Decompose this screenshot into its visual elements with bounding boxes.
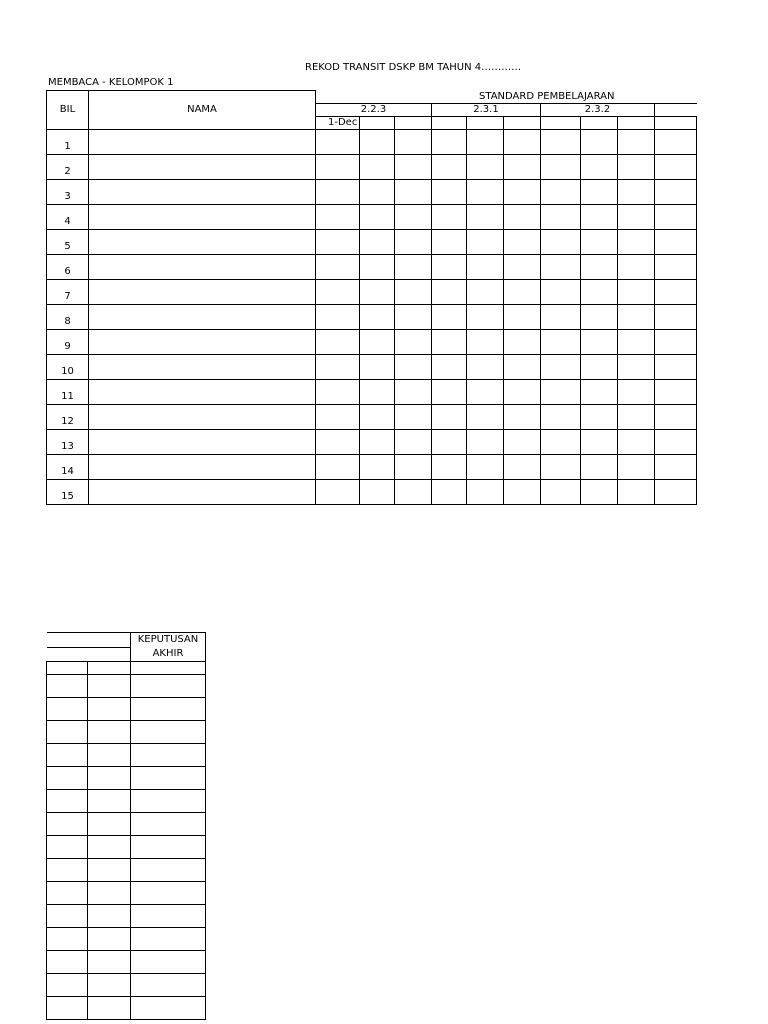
table-row [47, 379, 697, 404]
summary-row [47, 836, 206, 859]
score-cell[interactable] [432, 404, 467, 429]
score-cell[interactable] [467, 179, 504, 204]
score-cell[interactable] [581, 404, 618, 429]
row-number: 15 [47, 479, 89, 504]
score-cell[interactable] [432, 204, 467, 229]
summary-cell[interactable] [47, 859, 88, 882]
student-name-cell[interactable] [89, 229, 316, 254]
score-cell[interactable] [655, 454, 697, 479]
student-name-cell[interactable] [89, 429, 316, 454]
row-number: 14 [47, 454, 89, 479]
score-cell[interactable] [541, 329, 581, 354]
summary-cell[interactable] [88, 721, 131, 744]
score-cell[interactable] [432, 154, 467, 179]
score-cell[interactable] [467, 254, 504, 279]
score-cell[interactable] [541, 404, 581, 429]
summary-cell[interactable] [88, 882, 131, 905]
summary-cell[interactable] [47, 836, 88, 859]
score-cell[interactable] [581, 129, 618, 154]
score-cell[interactable] [316, 479, 360, 504]
student-name-cell[interactable] [89, 154, 316, 179]
score-cell[interactable] [541, 454, 581, 479]
score-cell[interactable] [504, 329, 541, 354]
score-cell[interactable] [316, 354, 360, 379]
score-cell[interactable] [360, 329, 395, 354]
summary-cell[interactable] [88, 698, 131, 721]
score-cell[interactable] [504, 304, 541, 329]
score-cell[interactable] [541, 304, 581, 329]
standard-2-3-1: 2.3.1 [432, 103, 541, 116]
score-cell[interactable] [655, 254, 697, 279]
summary-cell[interactable] [88, 951, 131, 974]
summary-row [47, 951, 206, 974]
table-row [47, 129, 697, 154]
standard-blank [655, 103, 697, 116]
summary-row [47, 721, 206, 744]
score-cell[interactable] [504, 179, 541, 204]
score-cell[interactable] [360, 154, 395, 179]
summary-cell[interactable] [88, 675, 131, 698]
student-name-cell[interactable] [89, 354, 316, 379]
score-cell[interactable] [395, 404, 432, 429]
score-cell[interactable] [655, 429, 697, 454]
student-name-cell[interactable] [89, 329, 316, 354]
summary-cell[interactable] [88, 836, 131, 859]
score-cell[interactable] [360, 429, 395, 454]
score-cell[interactable] [316, 454, 360, 479]
score-cell[interactable] [504, 129, 541, 154]
score-cell[interactable] [618, 154, 655, 179]
transit-record-table [46, 90, 697, 505]
table-row [47, 329, 697, 354]
summary-cell[interactable] [88, 767, 131, 790]
summary-row [47, 813, 206, 836]
score-cell[interactable] [360, 279, 395, 304]
score-cell[interactable] [618, 179, 655, 204]
row-number: 1 [47, 129, 89, 154]
keputusan-cell[interactable] [131, 698, 206, 721]
score-cell[interactable] [618, 429, 655, 454]
table-row [47, 204, 697, 229]
row-number: 13 [47, 429, 89, 454]
score-cell[interactable] [541, 429, 581, 454]
row-number: 3 [47, 179, 89, 204]
summary-cell[interactable] [47, 905, 88, 928]
score-cell[interactable] [504, 154, 541, 179]
score-cell[interactable] [541, 229, 581, 254]
summary-cell[interactable] [88, 974, 131, 997]
table-row [47, 179, 697, 204]
keputusan-cell[interactable] [131, 928, 206, 951]
summary-row [47, 859, 206, 882]
score-cell[interactable] [395, 429, 432, 454]
score-cell[interactable] [360, 229, 395, 254]
summary-sub-cell [88, 662, 131, 675]
score-cell[interactable] [541, 204, 581, 229]
row-number: 8 [47, 304, 89, 329]
table-row [47, 279, 697, 304]
score-cell[interactable] [541, 354, 581, 379]
keputusan-cell[interactable] [131, 882, 206, 905]
score-cell[interactable] [316, 154, 360, 179]
keputusan-cell[interactable] [131, 905, 206, 928]
score-cell[interactable] [432, 304, 467, 329]
score-cell[interactable] [467, 229, 504, 254]
keputusan-cell[interactable] [131, 813, 206, 836]
score-cell[interactable] [360, 179, 395, 204]
row-number: 6 [47, 254, 89, 279]
score-cell[interactable] [655, 304, 697, 329]
summary-row [47, 882, 206, 905]
row-number: 4 [47, 204, 89, 229]
score-cell[interactable] [395, 154, 432, 179]
score-cell[interactable] [395, 479, 432, 504]
date-cell [581, 116, 618, 129]
score-cell[interactable] [316, 204, 360, 229]
score-cell[interactable] [432, 179, 467, 204]
score-cell[interactable] [618, 279, 655, 304]
summary-cell[interactable] [47, 744, 88, 767]
keputusan-akhir-header: KEPUTUSAN AKHIR [131, 633, 206, 662]
summary-cell[interactable] [88, 928, 131, 951]
score-cell[interactable] [432, 454, 467, 479]
summary-cell[interactable] [47, 951, 88, 974]
score-cell[interactable] [316, 304, 360, 329]
score-cell[interactable] [395, 204, 432, 229]
student-name-cell[interactable] [89, 304, 316, 329]
score-cell[interactable] [360, 129, 395, 154]
score-cell[interactable] [655, 329, 697, 354]
score-cell[interactable] [360, 354, 395, 379]
keputusan-cell[interactable] [131, 974, 206, 997]
standard-2-3-2: 2.3.2 [541, 103, 655, 116]
date-cell [432, 116, 467, 129]
score-cell[interactable] [541, 279, 581, 304]
row-number: 12 [47, 404, 89, 429]
score-cell[interactable] [655, 479, 697, 504]
date-cell [655, 116, 697, 129]
score-cell[interactable] [316, 229, 360, 254]
score-cell[interactable] [360, 204, 395, 229]
page-subtitle: MEMBACA - KELOMPOK 1 [48, 77, 174, 88]
score-cell[interactable] [541, 254, 581, 279]
keputusan-cell[interactable] [131, 951, 206, 974]
summary-cell[interactable] [88, 905, 131, 928]
score-cell[interactable] [467, 479, 504, 504]
score-cell[interactable] [432, 429, 467, 454]
student-name-cell[interactable] [89, 454, 316, 479]
student-name-cell[interactable] [89, 179, 316, 204]
score-cell[interactable] [581, 179, 618, 204]
summary-sub-cell [131, 662, 206, 675]
score-cell[interactable] [467, 279, 504, 304]
score-cell[interactable] [541, 154, 581, 179]
score-cell[interactable] [432, 479, 467, 504]
summary-row [47, 744, 206, 767]
summary-cell[interactable] [47, 790, 88, 813]
date-cell [504, 116, 541, 129]
keputusan-cell[interactable] [131, 744, 206, 767]
score-cell[interactable] [655, 279, 697, 304]
summary-row [47, 997, 206, 1020]
summary-row [47, 767, 206, 790]
score-cell[interactable] [360, 479, 395, 504]
score-cell[interactable] [395, 304, 432, 329]
summary-cell[interactable] [88, 997, 131, 1020]
score-cell[interactable] [504, 204, 541, 229]
score-cell[interactable] [316, 129, 360, 154]
score-cell[interactable] [467, 354, 504, 379]
student-name-cell[interactable] [89, 379, 316, 404]
score-cell[interactable] [618, 229, 655, 254]
date-cell [618, 116, 655, 129]
row-number: 9 [47, 329, 89, 354]
score-cell[interactable] [467, 129, 504, 154]
student-name-cell[interactable] [89, 254, 316, 279]
standard-header: STANDARD PEMBELAJARAN [316, 91, 697, 104]
score-cell[interactable] [541, 379, 581, 404]
score-cell[interactable] [316, 254, 360, 279]
summary-cell[interactable] [47, 675, 88, 698]
date-cell [395, 116, 432, 129]
score-cell[interactable] [504, 429, 541, 454]
summary-table [46, 632, 206, 1020]
keputusan-cell[interactable] [131, 675, 206, 698]
score-cell[interactable] [467, 154, 504, 179]
score-cell[interactable] [432, 379, 467, 404]
score-cell[interactable] [581, 304, 618, 329]
summary-cell[interactable] [47, 721, 88, 744]
score-cell[interactable] [655, 404, 697, 429]
summary-cell[interactable] [47, 813, 88, 836]
student-name-cell[interactable] [89, 129, 316, 154]
summary-row [47, 974, 206, 997]
table-row [47, 479, 697, 504]
bil-header: BIL [47, 91, 89, 130]
score-cell[interactable] [655, 354, 697, 379]
score-cell[interactable] [432, 354, 467, 379]
score-cell[interactable] [655, 154, 697, 179]
score-cell[interactable] [432, 129, 467, 154]
summary-row [47, 675, 206, 698]
summary-row [47, 928, 206, 951]
score-cell[interactable] [432, 279, 467, 304]
score-cell[interactable] [395, 354, 432, 379]
score-cell[interactable] [316, 329, 360, 354]
summary-row [47, 790, 206, 813]
score-cell[interactable] [360, 379, 395, 404]
row-number: 2 [47, 154, 89, 179]
score-cell[interactable] [360, 454, 395, 479]
table-row [47, 454, 697, 479]
score-cell[interactable] [316, 429, 360, 454]
score-cell[interactable] [618, 204, 655, 229]
row-number: 10 [47, 354, 89, 379]
score-cell[interactable] [618, 454, 655, 479]
score-cell[interactable] [467, 304, 504, 329]
table-row [47, 154, 697, 179]
score-cell[interactable] [618, 379, 655, 404]
score-cell[interactable] [395, 254, 432, 279]
date-cell-1-dec: 1-Dec [316, 116, 360, 129]
score-cell[interactable] [655, 379, 697, 404]
summary-cell[interactable] [88, 744, 131, 767]
score-cell[interactable] [655, 204, 697, 229]
standard-2-2-3: 2.2.3 [316, 103, 432, 116]
score-cell[interactable] [581, 429, 618, 454]
score-cell[interactable] [655, 129, 697, 154]
score-cell[interactable] [541, 179, 581, 204]
student-name-cell[interactable] [89, 279, 316, 304]
score-cell[interactable] [541, 479, 581, 504]
summary-sub-cell [47, 662, 88, 675]
score-cell[interactable] [316, 179, 360, 204]
score-cell[interactable] [581, 454, 618, 479]
student-name-cell[interactable] [89, 404, 316, 429]
score-cell[interactable] [360, 404, 395, 429]
score-cell[interactable] [467, 329, 504, 354]
row-number: 5 [47, 229, 89, 254]
score-cell[interactable] [504, 254, 541, 279]
table-row [47, 254, 697, 279]
score-cell[interactable] [618, 304, 655, 329]
score-cell[interactable] [618, 254, 655, 279]
score-cell[interactable] [618, 479, 655, 504]
score-cell[interactable] [504, 279, 541, 304]
keputusan-cell[interactable] [131, 790, 206, 813]
date-cell [360, 116, 395, 129]
score-cell[interactable] [581, 154, 618, 179]
score-cell[interactable] [467, 404, 504, 429]
summary-cell[interactable] [47, 928, 88, 951]
keputusan-cell[interactable] [131, 721, 206, 744]
score-cell[interactable] [395, 329, 432, 354]
score-cell[interactable] [504, 354, 541, 379]
keputusan-cell[interactable] [131, 859, 206, 882]
summary-cell[interactable] [47, 997, 88, 1020]
score-cell[interactable] [467, 204, 504, 229]
score-cell[interactable] [504, 404, 541, 429]
score-cell[interactable] [581, 354, 618, 379]
score-cell[interactable] [504, 454, 541, 479]
table-row [47, 229, 697, 254]
score-cell[interactable] [467, 379, 504, 404]
score-cell[interactable] [432, 229, 467, 254]
table-row [47, 304, 697, 329]
score-cell[interactable] [581, 479, 618, 504]
row-number: 11 [47, 379, 89, 404]
score-cell[interactable] [395, 454, 432, 479]
summary-mid-blank [47, 647, 131, 662]
score-cell[interactable] [432, 329, 467, 354]
score-cell[interactable] [395, 129, 432, 154]
score-cell[interactable] [618, 129, 655, 154]
table-row [47, 429, 697, 454]
score-cell[interactable] [316, 404, 360, 429]
score-cell[interactable] [432, 254, 467, 279]
summary-cell[interactable] [88, 790, 131, 813]
keputusan-cell[interactable] [131, 767, 206, 790]
score-cell[interactable] [655, 229, 697, 254]
keputusan-cell[interactable] [131, 836, 206, 859]
score-cell[interactable] [618, 329, 655, 354]
summary-cell[interactable] [88, 859, 131, 882]
summary-row [47, 905, 206, 928]
score-cell[interactable] [504, 229, 541, 254]
score-cell[interactable] [581, 279, 618, 304]
score-cell[interactable] [581, 329, 618, 354]
page-title: REKOD TRANSIT DSKP BM TAHUN 4………… [305, 62, 522, 73]
nama-header: NAMA [89, 91, 316, 130]
summary-cell[interactable] [47, 974, 88, 997]
summary-cell[interactable] [47, 767, 88, 790]
student-name-cell[interactable] [89, 479, 316, 504]
score-cell[interactable] [316, 379, 360, 404]
summary-row [47, 698, 206, 721]
score-cell[interactable] [316, 279, 360, 304]
score-cell[interactable] [581, 254, 618, 279]
date-cell [467, 116, 504, 129]
score-cell[interactable] [360, 254, 395, 279]
score-cell[interactable] [467, 429, 504, 454]
score-cell[interactable] [395, 379, 432, 404]
summary-cell[interactable] [47, 882, 88, 905]
score-cell[interactable] [655, 179, 697, 204]
score-cell[interactable] [467, 454, 504, 479]
score-cell[interactable] [581, 379, 618, 404]
keputusan-cell[interactable] [131, 997, 206, 1020]
student-name-cell[interactable] [89, 204, 316, 229]
summary-cell[interactable] [88, 813, 131, 836]
score-cell[interactable] [504, 379, 541, 404]
score-cell[interactable] [618, 404, 655, 429]
table-row [47, 404, 697, 429]
score-cell[interactable] [360, 304, 395, 329]
score-cell[interactable] [618, 354, 655, 379]
score-cell[interactable] [395, 229, 432, 254]
date-cell [541, 116, 581, 129]
score-cell[interactable] [395, 279, 432, 304]
score-cell[interactable] [581, 204, 618, 229]
table-row [47, 354, 697, 379]
score-cell[interactable] [581, 229, 618, 254]
summary-cell[interactable] [47, 698, 88, 721]
summary-top-blank [47, 633, 131, 648]
score-cell[interactable] [504, 479, 541, 504]
score-cell[interactable] [395, 179, 432, 204]
score-cell[interactable] [541, 129, 581, 154]
row-number: 7 [47, 279, 89, 304]
